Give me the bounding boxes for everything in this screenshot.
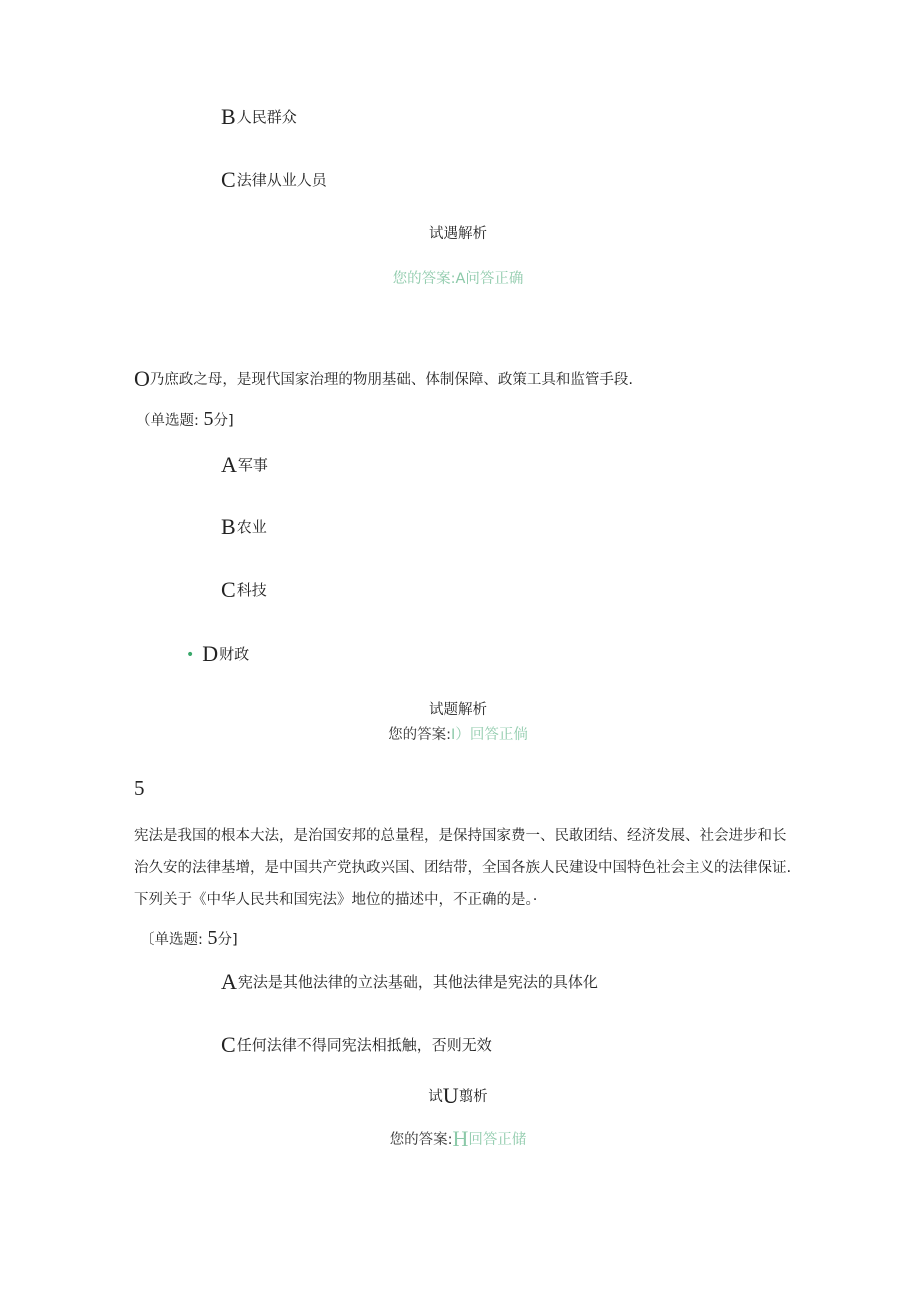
option-b[interactable]: [221, 104, 297, 130]
answer-line: [0, 723, 918, 747]
analysis-letter: U: [442, 1083, 459, 1108]
answer-line: [0, 1127, 918, 1152]
answer-value: A问答正确: [455, 271, 524, 287]
analysis-title: 试遇解析: [429, 226, 487, 242]
option-text: 财政: [219, 645, 250, 663]
option-text: 农业: [236, 518, 267, 536]
type-label: （单选题:: [136, 413, 199, 429]
option-a[interactable]: [221, 969, 598, 995]
option-letter: C: [221, 577, 236, 602]
option-c[interactable]: [221, 577, 267, 603]
answer-value: I）回答正倘: [451, 727, 528, 743]
option-text: 宪法是其他法律的立法基础，其他法律是宪法的具体化: [237, 973, 598, 991]
question-type: [140, 925, 238, 953]
option-letter: C: [221, 167, 236, 192]
option-text: 法律从业人员: [236, 171, 327, 189]
answer-label: 您的答案:: [389, 1132, 453, 1148]
answer-line: [0, 267, 918, 291]
option-letter: C: [221, 1032, 236, 1057]
option-text: 人民群众: [236, 108, 297, 126]
option-text: 科技: [236, 581, 267, 599]
type-label: 〔单选题:: [140, 932, 203, 948]
option-text: 任何法律不得同宪法相抵触，否则无效: [236, 1036, 492, 1054]
question-stem: [134, 364, 633, 395]
question-stem-text: 乃庶政之母，是现代国家治理的物朋基础、体制保障、政策工具和监管手段.: [149, 372, 633, 388]
answer-value: 回答正储: [468, 1132, 527, 1148]
analysis-prefix: 试: [428, 1089, 443, 1105]
option-letter: A: [221, 969, 237, 994]
option-letter: D: [202, 641, 219, 666]
score-unit: 分]: [213, 413, 234, 429]
question-stem: 宪法是我国的根本大法，是治国安邦的总量程，是保持国家费一、民敢团结、经济发展、社会进步和长治久安的法律基增，是中国共产党执政兴国、团结带，全国各族人民建设中国特色社会主义的法律保证.下列关于《中华人民共和国宪法》地位的描述中，不正确的是。·: [134, 828, 792, 908]
question-type: [136, 406, 234, 434]
analysis-suffix: 翦析: [458, 1089, 488, 1105]
option-b[interactable]: [221, 514, 267, 540]
option-letter: B: [221, 514, 236, 539]
analysis-title: [0, 1084, 918, 1109]
score-unit: 分]: [217, 932, 238, 948]
option-d-selected[interactable]: [186, 641, 249, 668]
option-c[interactable]: [221, 167, 327, 193]
option-a[interactable]: [221, 452, 268, 478]
analysis-title: 试题解析: [429, 702, 487, 718]
option-letter: A: [221, 452, 237, 477]
option-c[interactable]: [221, 1032, 492, 1058]
answer-label: 您的答案:: [388, 727, 452, 743]
selected-bullet-icon: •: [186, 647, 195, 663]
score-number: 5: [207, 927, 218, 949]
question-lead-letter: O: [134, 366, 150, 391]
answer-label: 您的答案:: [392, 271, 456, 287]
question-number: 5: [134, 776, 145, 800]
option-text: 军事: [237, 456, 268, 474]
score-number: 5: [203, 408, 214, 430]
option-letter: B: [221, 104, 236, 129]
answer-letter: H: [452, 1126, 469, 1151]
